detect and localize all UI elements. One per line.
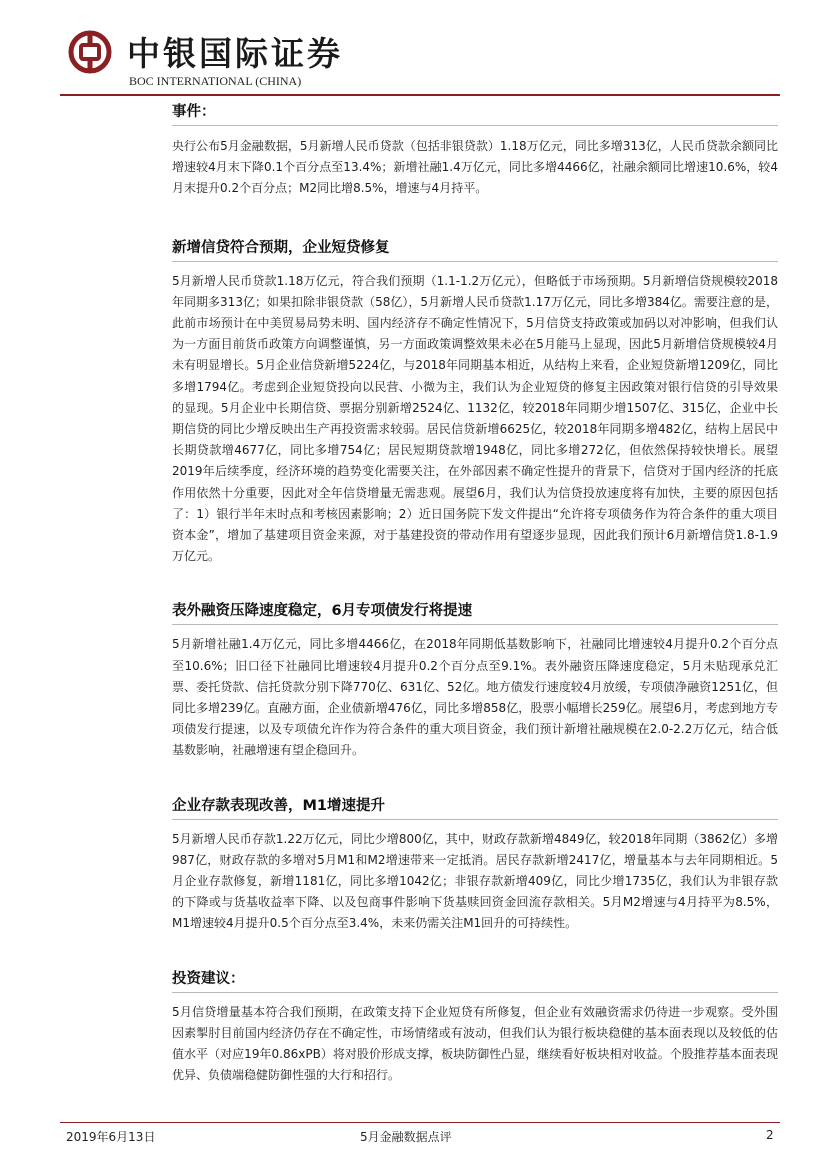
header-divider [60, 94, 780, 96]
section-heading: 企业存款表现改善，M1增速提升 [172, 794, 778, 820]
section-heading: 表外融资压降速度稳定，6月专项债发行将提速 [172, 599, 778, 625]
footer-divider [60, 1122, 780, 1123]
section-paragraph: 央行公布5月金融数据，5月新增人民币贷款（包括非银贷款）1.18万亿元，同比多增313亿，人民币贷款余额同比增速较4月末下降0.1个百分点至13.4%；新增社融1.4万亿元，同比多增4466亿，社融余额同比增速10.6%，较4月末提升0.2个百分点；M2同比增8.5%，增速与4月持平。 [172, 139, 778, 196]
section-heading: 事件： [172, 100, 778, 126]
section-heading: 投资建议： [172, 967, 778, 993]
section-heading: 新增信贷符合预期，企业短贷修复 [172, 236, 778, 262]
bank-of-china-logo-icon [68, 30, 112, 74]
report-body [172, 98, 778, 1087]
brand-name-english: BOC INTERNATIONAL (CHINA) [129, 74, 302, 88]
report-date: 2019年6月13日 [66, 1130, 156, 1144]
section-credit [172, 236, 778, 568]
section-investment-advice [172, 967, 778, 1087]
section-paragraph: 5月新增社融1.4万亿元，同比多增4466亿，在2018年同期低基数影响下，社融同比增速较4月提升0.2个百分点至10.6%；旧口径下社融同比增速较4月提升0.2个百分点至9.1%。表外融资压降速度稳定，5月未贴现承兑汇票、委托贷款、信托贷款分别下降770亿、631亿、52亿。地方债发行速度较4月放缓，专项债净融资1251亿，但同比多增239亿。直融方面，企业债新增476亿，同比多增858亿，股票小幅增长259亿。展望6月，考虑到地方专项债发行提速，以及专项债允许作为符合条件的重大项目资金，我们预计新增社融规模在2.0-2.2万亿元，结合低基数影响，社融增速有望企稳回升。 [172, 637, 778, 758]
page-number: 2 [766, 1128, 774, 1142]
section-social-financing [172, 599, 778, 761]
section-paragraph: 5月新增人民币存款1.22万亿元，同比少增800亿，其中，财政存款新增4849亿，较2018年同期（3862亿）多增987亿，财政存款的多增对5月M1和M2增速带来一定抵消。居民存款新增2417亿，增量基本与去年同期相近。5月企业存款修复，新增1181亿，同比多增1042亿；非银存款新增409亿，同比少增1735亿，我们认为非银存款的下降或与货基收益率下降、以及包商事件影响下货基赎回资金回流存款相关。5月M2增速与4月持平为8.5%，M1增速较4月提升0.5个百分点至3.4%，未来仍需关注M1回升的可持续性。 [172, 831, 778, 931]
report-title: 5月金融数据点评 [360, 1130, 452, 1144]
section-event [172, 100, 778, 200]
section-paragraph: 5月信贷增量基本符合我们预期，在政策支持下企业短贷有所修复，但企业有效融资需求仍待进一步观察。受外围因素掣肘目前国内经济仍存在不确定性，市场情绪或有波动，但我们认为银行板块稳健的基本面表现以及较低的估值水平（对应19年0.86xPB）将对股价形成支撑，板块防御性凸显，继续看好板块相对收益。个股推荐基本面表现优异、负债端稳健防御性强的大行和招行。 [172, 1004, 778, 1083]
brand-name-chinese: 中银国际证券 [127, 34, 343, 73]
section-deposits [172, 794, 778, 935]
page-header [60, 26, 780, 96]
section-paragraph: 5月新增人民币贷款1.18万亿元，符合我们预期（1.1-1.2万亿元），但略低于市场预期。5月新增信贷规模较2018年同期多313亿；如果扣除非银贷款（58亿），5月新增人民币贷款1.17万亿元，同比多增384亿。需要注意的是，此前市场预计在中美贸易局势未明、国内经济存不确定性情况下，5月信贷支持政策或加码以对冲影响，但我们认为一方面目前货币政策方向调整谨慎，另一方面政策调整效果未必在5月能马上显现，因此5月新增信贷规模较4月未有明显增长。5月企业信贷新增5224亿，与2018年同期基本相近，从结构上来看，企业短贷新增1209亿，同比多增1794亿。考虑到企业短贷投向以民营、小微为主，我们认为企业短贷的修复主因政策对银行信贷的引导效果的显现。5月企业中长期信贷、票据分别新增2524亿、1132亿，较2018年同期少增1507亿、315亿，企业中长期信贷的同比少增反映出生产再投资需求较弱。居民信贷新增6625亿，较2018年同期多增482亿，结构上居民中长期贷款增4677亿，同比多增754亿；居民短期贷款增1948亿，同比多增272亿，但依然保持较快增长。展望2019年后续季度，经济环境的趋势变化需要关注，在外部因素不确定性提升的背景下，信贷对于国内经济的托底作用依然十分重要，因此对全年信贷增量无需悲观。展望6月，我们认为信贷投放速度将有加快，主要的原因包括了：1）银行半年末时点和考核因素影响；2）近日国务院下发文件提出“允许将专项债务作为符合条件的重大项目资本金”，增加了基建项目资金来源，对于基建投资的带动作用有望逐步显现，因此我们预计6月新增信贷1.8-1.9万亿元。 [172, 273, 778, 564]
